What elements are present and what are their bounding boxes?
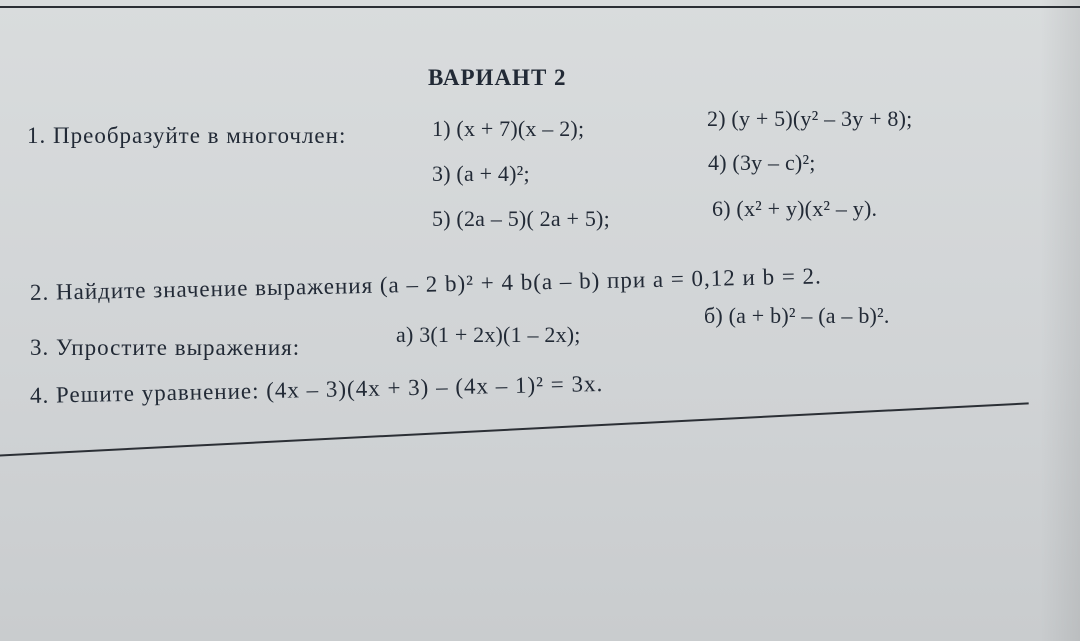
- task1-item-3: 3) (a + 4)²;: [432, 161, 530, 186]
- task1-item-6: 6) (x² + y)(x² – y).: [712, 196, 878, 221]
- top-rule-line: [0, 6, 1080, 8]
- task3-part-b: б) (a + b)² – (a – b)².: [704, 303, 890, 328]
- task1-item-5: 5) (2a – 5)( 2a + 5);: [432, 206, 610, 231]
- task1-item-1: 1) (x + 7)(x – 2);: [432, 116, 585, 141]
- task3-part-a: а) 3(1 + 2x)(1 – 2x);: [396, 322, 581, 347]
- page-edge-shadow: [1040, 0, 1080, 641]
- task1-item-2: 2) (y + 5)(y² – 3y + 8);: [707, 106, 913, 131]
- task1-label: 1. Преобразуйте в многочлен:: [27, 123, 347, 148]
- bottom-rule-line: [0, 402, 1029, 457]
- task1-item-4: 4) (3y – c)²;: [708, 150, 816, 175]
- task4-text: 4. Решите уравнение: (4x – 3)(4x + 3) – (4x – 1)² = 3x.: [29, 370, 604, 408]
- task3-label: 3. Упростите выражения:: [30, 335, 301, 360]
- variant-title: ВАРИАНТ 2: [428, 65, 567, 90]
- task2-text: 2. Найдите значение выражения (a – 2 b)² + 4 b(a – b) при a = 0,12 и b = 2.: [29, 263, 823, 305]
